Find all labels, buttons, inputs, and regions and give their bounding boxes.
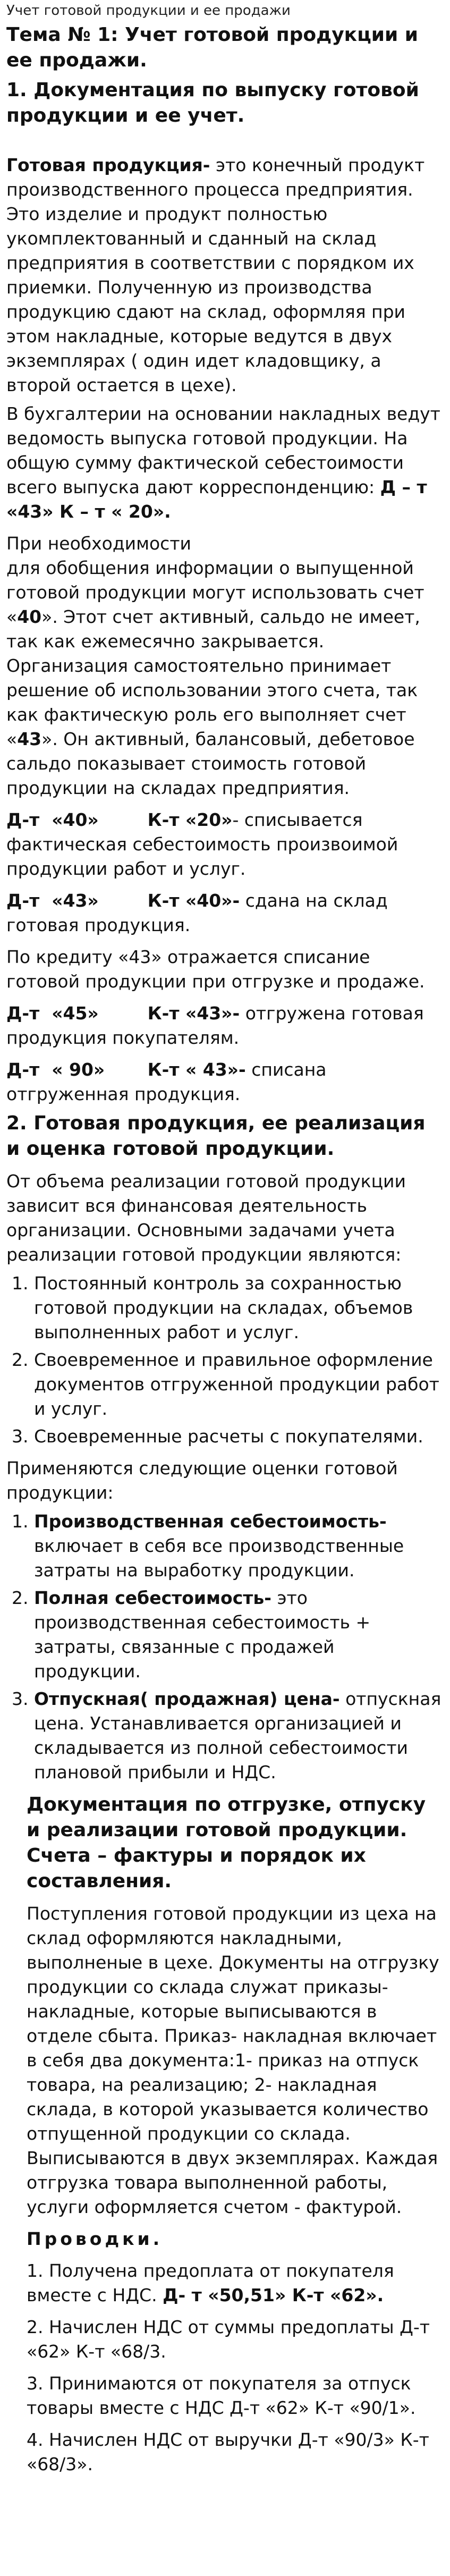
posting-line [6, 2428, 444, 2477]
paragraph-estimates-intro: Применяются следующие оценки готовой продукции: [6, 1458, 398, 1503]
paragraph-shipping-docs: Поступления готовой продукции из цеха на склад оформляются накладными, выполненые в цехе. Документы на отгрузку продукции со склада служат приказы-накладные, которые выписываются в отделе сбыта. Приказ- накладная включает в себя два документа:1- приказ на отпуск товара, на реализацию; 2- накладная склада, в которой указывается количество отпущенной продукции со склада. Выписываются в двух экземплярах. Каждая отгрузка товара выполненной работы, услуги оформляется счетом - фактурой. [27, 1903, 439, 2217]
paragraph-text: ». Он активный, балансовый, дебетовое сальдо показывает стоимость готовой продукции на складах предприятия. [6, 729, 415, 798]
entry-line [6, 808, 444, 881]
list-item-text: Постоянный контроль за сохранностью готовой продукции на складах, объемов выполненных работ и услуг. [34, 1273, 413, 1342]
estimate-text: включает в себя все производственные затраты на выработку продукции. [34, 1535, 404, 1581]
posting-text: 3. Принимаются от покупателя за отпуск товары вместе с НДС Д-т «62» К-т «90/1». [27, 2373, 416, 2418]
paragraph-lead: При необходимости [6, 533, 191, 554]
paragraph-account-40 [6, 531, 444, 800]
definition-text: это конечный продукт производственного процесса предприятия. Это изделие и продукт полностью укомплектованный и сданный на склад предприятия в соответствии с порядком их приемки. Полученную из производства продукцию сдают на склад, оформляя при этом накладные, которые ведутся в двух экземплярах ( один идет кладовщику, а второй остается в цехе). [6, 155, 425, 395]
section-2-heading: 2. Готовая продукция, ее реализация и оценка готовой продукции. [6, 1112, 426, 1160]
posting-text: 1. Получена предоплата от покупателя вместе с НДС. [27, 2260, 394, 2305]
paragraph-text: ». Этот счет активный, сальдо не имеет, так как ежемесячно закрывается. Организация самостоятельно принимает решение об использовании этого счета, так как фактическую роль его выполняет счет « [6, 606, 420, 749]
tasks-list [6, 1271, 444, 1449]
estimate-term: Полная себестоимость- [34, 1587, 271, 1608]
list-item [34, 1348, 444, 1421]
paragraph-finished-goods-definition [6, 153, 444, 398]
posting-accounts: Д- т «50,51» К-т «62». [163, 2285, 384, 2305]
entry-description: отгружена готовая продукция покупателям. [6, 1003, 424, 1048]
entry-description: сдана на склад готовая продукция. [6, 890, 388, 935]
term-finished-goods: Готовая продукция- [6, 155, 210, 175]
list-item [34, 1424, 444, 1449]
entry-accounts: Д-т «45» К-т «43»- [6, 1003, 240, 1024]
posting-text: 2. Начислен НДС от суммы предоплаты Д-т «62» К-т «68/3. [27, 2317, 430, 2362]
postings-title: Проводки. [27, 2228, 163, 2249]
paragraph-text: В бухгалтерии на основании накладных ведут ведомость выпуска готовой продукции. На общую сумму фактической себестоимости всего выпуска дают корреспонденцию: [6, 403, 440, 497]
list-item [34, 1586, 444, 1684]
list-item [34, 1509, 444, 1583]
estimates-list [6, 1509, 444, 1785]
estimate-text: это производственная себестоимость + затраты, связанные с продажей продукции. [34, 1587, 371, 1682]
posting-line [6, 2371, 444, 2420]
account-number: 43 [17, 729, 42, 749]
section-1-heading: 1. Документация по выпуску готовой продукции и ее учет. [6, 79, 419, 126]
entry-description: списана отгруженная продукция. [6, 1059, 327, 1104]
entry-accounts: Д-т «43» К-т «40»- [6, 890, 240, 911]
list-item-text: Своевременное и правильное оформление документов отгруженной продукции работ и услуг. [34, 1349, 439, 1419]
list-item [34, 1687, 444, 1785]
estimate-text: отпускная цена. Устанавливается организацией и складывается из полной себестоимости плановой прибыли и НДС. [34, 1688, 441, 1783]
entry-line [6, 1001, 444, 1050]
estimate-term: Отпускная( продажная) цена- [34, 1688, 340, 1709]
entry-highlight: Д – т «43» К – т « 20». [6, 477, 427, 522]
paragraph-sales-volume: От объема реализации готовой продукции зависит вся финансовая деятельность организации. Основными задачами учета реализации готовой продукции являются: [6, 1171, 406, 1265]
list-item [34, 1271, 444, 1345]
paragraph-accounting-statement [6, 402, 444, 524]
entry-accounts: Д-т « 90» К-т « 43»- [6, 1059, 246, 1080]
entry-description: - списывается фактическая себестоимость произвоимой продукции работ и услуг. [6, 809, 398, 879]
paragraph-credit-43: По кредиту «43» отражается списание готовой продукции при отгрузке и продаже. [6, 947, 425, 992]
entry-accounts: Д-т «40» К-т «20» [6, 809, 233, 830]
estimate-term: Производственная себестоимость- [34, 1511, 387, 1532]
list-item-text: Своевременные расчеты с покупателями. [34, 1426, 423, 1447]
entry-line [6, 1058, 444, 1107]
account-number: 40 [17, 606, 42, 627]
page-header: Учет готовой продукции и ее продажи [6, 3, 291, 19]
posting-line [6, 2259, 444, 2308]
entry-line [6, 889, 444, 938]
posting-text: 4. Начислен НДС от выручки Д-т «90/3» К-т «68/3». [27, 2429, 429, 2474]
section-3-heading: Документация по отгрузке, отпуску и реализации готовой продукции. Счета – фактуры и порядок их составления. [27, 1794, 426, 1892]
paragraph-text: для обобщения информации о выпущенной готовой продукции могут использовать счет « [6, 558, 424, 627]
topic-title: Тема № 1: Учет готовой продукции и ее продажи. [6, 24, 418, 71]
posting-line [6, 2315, 444, 2364]
